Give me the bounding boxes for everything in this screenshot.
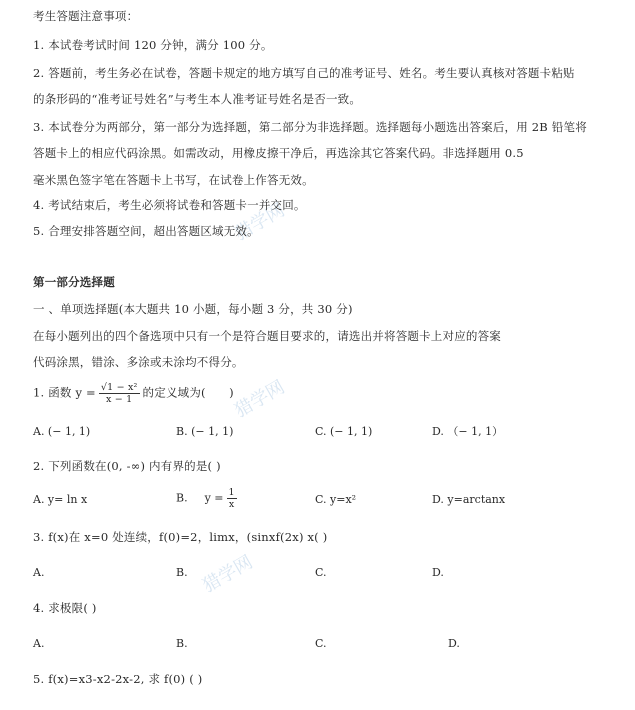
option-c: C. — [315, 566, 327, 579]
fraction — [99, 382, 140, 405]
question-4-stem: 4. 求极限( ) — [33, 601, 97, 615]
instruction: 在每小题列出的四个备选项中只有一个是符合题目要求的，请选出并将答题卡上对应的答案 — [33, 329, 501, 343]
watermark: 猎学网 — [199, 551, 257, 597]
notice-item: 毫米黑色签字笔在答题卡上书写，在试卷上作答无效。 — [33, 173, 314, 187]
option-c: C. — [315, 637, 327, 650]
watermark: 猎学网 — [231, 376, 289, 422]
question-text: 1. 函数 y = — [33, 385, 96, 400]
option-d: D. — [448, 637, 460, 650]
option-b — [176, 487, 240, 510]
option-c: C. y=x² — [315, 493, 357, 506]
notice-item: 4. 考试结束后，考生必须将试卷和答题卡一并交回。 — [33, 198, 306, 212]
notice-item: 的条形码的“准考证号姓名”与考生本人准考证号姓名是否一致。 — [33, 92, 362, 106]
question-3-stem: 3. f(x)在 x=0 处连续，f(0)=2，limx，(sinxf(2x) x( ) — [33, 530, 328, 544]
notice-item: 2. 答题前，考生务必在试卷，答题卡规定的地方填写自己的准考证号、姓名。考生要认真核对答题卡粘贴 — [33, 66, 575, 80]
notice-item: 1. 本试卷考试时间 120 分钟，满分 100 分。 — [33, 38, 273, 52]
notice-item: 3. 本试卷分为两部分，第一部分为选择题，第二部分为非选择题。选择题每小题选出答案后，用 2B 铅笔将 — [33, 120, 587, 134]
option-b: B. — [176, 637, 188, 650]
notice-item: 答题卡上的相应代码涂黑。如需改动，用橡皮擦干净后，再选涂其它答案代码。非选择题用 0.5 — [33, 146, 524, 160]
option-a: A. — [33, 637, 45, 650]
option-a: A. y= ln x — [33, 493, 88, 506]
question-1-stem — [33, 382, 234, 405]
fraction-denominator: x − 1 — [106, 394, 133, 405]
instruction: 代码涂黑，错涂、多涂或未涂均不得分。 — [33, 355, 244, 369]
notice-title: 考生答题注意事项： — [33, 9, 139, 23]
option-b: B. (− 1, 1) — [176, 425, 234, 438]
fraction-numerator: 1 — [228, 487, 235, 498]
part-title: 第一部分选择题 — [33, 275, 115, 289]
watermark: 猎学网 — [231, 199, 289, 245]
question-5-stem: 5. f(x)=x3-x2-2x-2, 求 f(0) ( ) — [33, 672, 203, 686]
question-2-stem: 2. 下列函数在(0, ‑∞) 内有界的是( ) — [33, 459, 221, 473]
option-label: B. — [176, 491, 188, 505]
question-text: 的定义域为( ) — [142, 385, 234, 400]
fraction-numerator: √1 − x² — [100, 382, 138, 393]
fraction — [227, 487, 237, 510]
option-text: y = — [204, 491, 224, 505]
option-b: B. — [176, 566, 188, 579]
option-c: C. (− 1, 1) — [315, 425, 373, 438]
option-a: A. (− 1, 1) — [33, 425, 91, 438]
notice-item: 5. 合理安排答题空间，超出答题区域无效。 — [33, 224, 259, 238]
section-title: 一 、单项选择题(本大题共 10 小题，每小题 3 分，共 30 分) — [33, 302, 353, 316]
option-d: D. y=arctanx — [432, 493, 506, 506]
option-a: A. — [33, 566, 45, 579]
fraction-denominator: x — [228, 499, 235, 510]
option-d: D. （− 1, 1） — [432, 425, 504, 438]
option-d: D. — [432, 566, 444, 579]
